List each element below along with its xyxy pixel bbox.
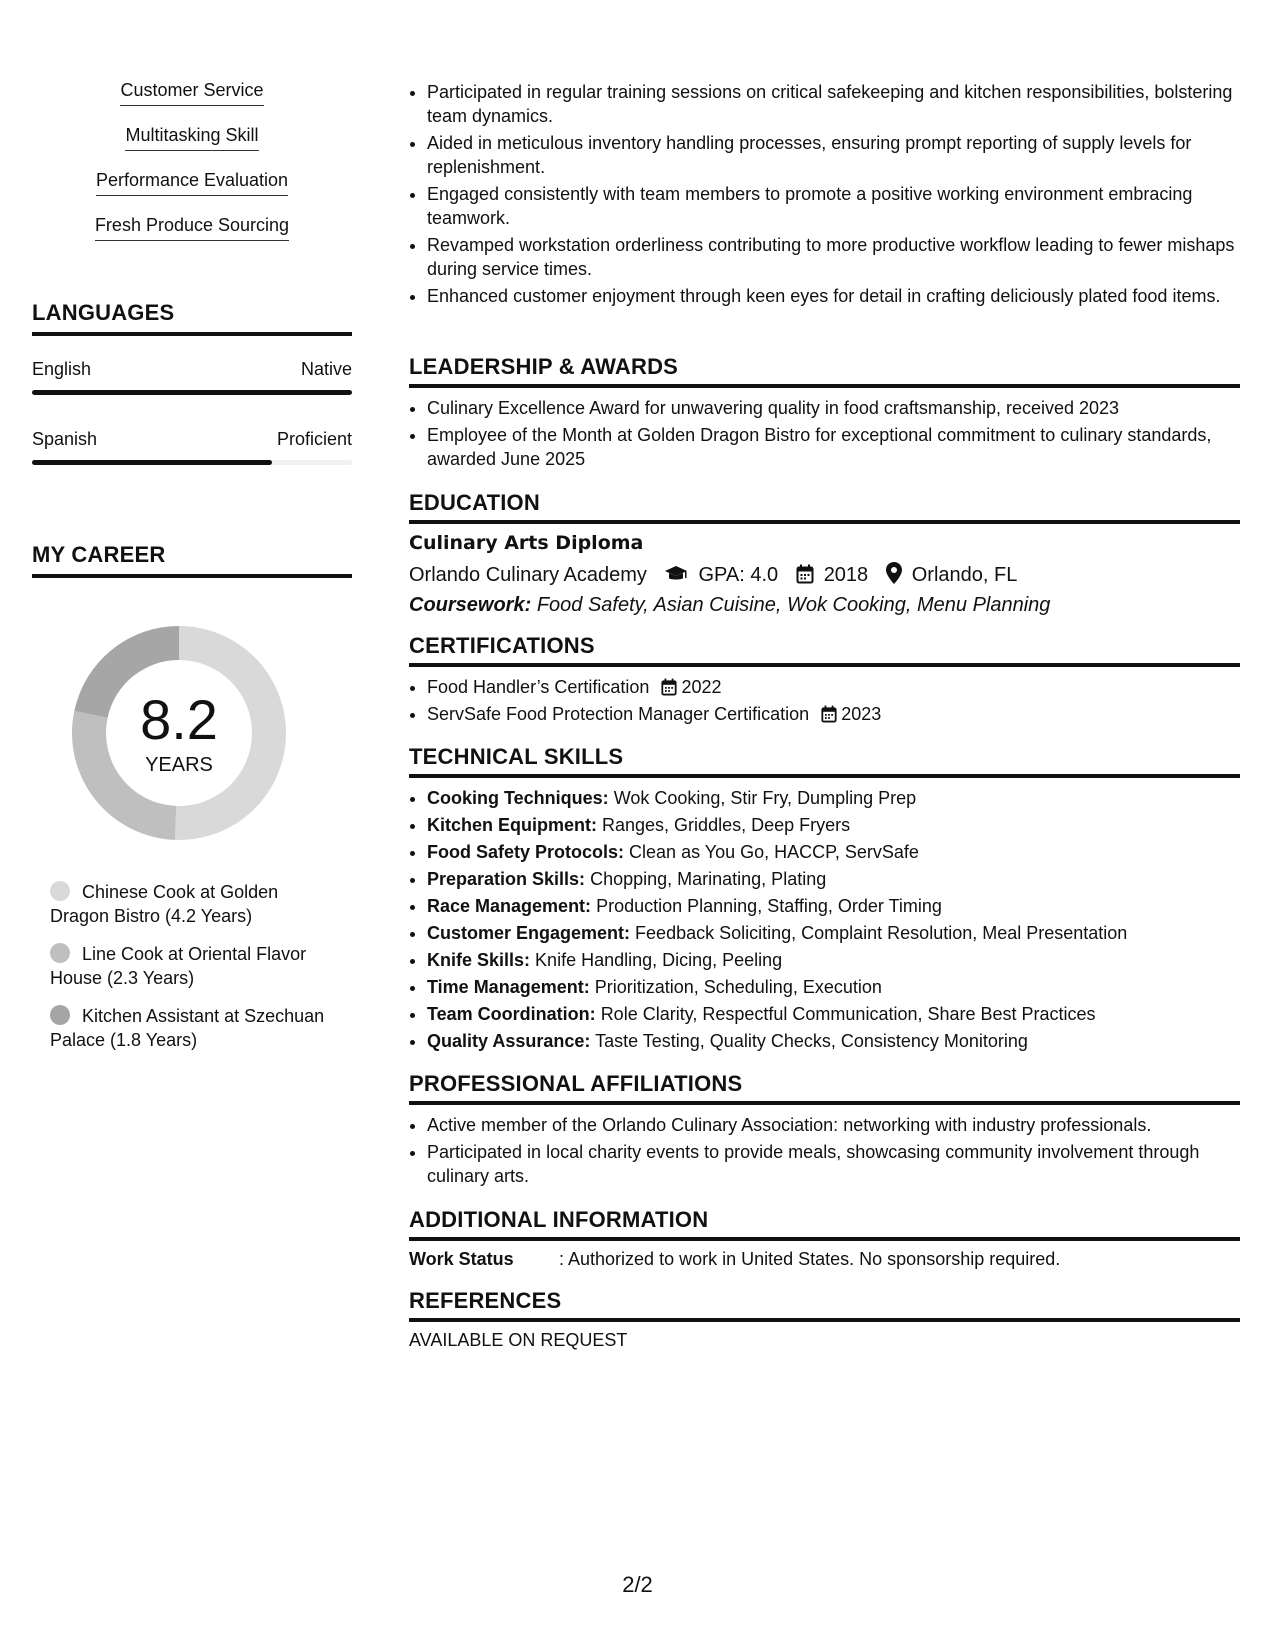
career-legend-label: Chinese Cook at Golden Dragon Bistro (4.2 Years) [50,882,279,926]
graduation-cap-icon [664,564,688,584]
edu-degree: Culinary Arts Diploma [409,532,644,554]
technical-skill-label: Race Management: [427,896,592,916]
technical-skills-list [409,786,1240,1053]
certification-name: Food Handler’s Certification [427,677,650,697]
technical-skill-label: Cooking Techniques: [427,788,609,808]
edu-year: 2018 [823,564,869,586]
award-item: • Culinary Excellence Award for unwavering quality in food craftsmanship, received 2023 [427,396,1240,420]
edu-location: Orlando, FL [911,564,1018,586]
references-text: AVAILABLE ON REQUEST [409,1330,628,1350]
technical-skill-value: Prioritization, Scheduling, Execution [594,977,882,997]
experience-bullet: • Engaged consistently with team members to promote a positive working environment embracing teamwork. [427,182,1240,230]
technical-skill-value: Ranges, Griddles, Deep Fryers [602,815,851,835]
page-number: 2/2 [622,1572,653,1597]
language-name: Spanish [32,429,98,449]
calendar-icon [661,678,677,696]
legend-dot [50,881,70,901]
calendar-icon [796,564,814,584]
technical-skill-label: Kitchen Equipment: [427,815,597,835]
languages-title: LANGUAGES [32,300,352,336]
education-section [409,490,1240,617]
technical-skill-value: Knife Handling, Dicing, Peeling [535,950,783,970]
skills-list [32,78,352,258]
technical-skill-item [427,921,1240,945]
certification-year: 2023 [841,704,882,724]
calendar-icon [821,705,837,723]
skill-item [32,168,352,213]
edu-gpa: GPA: 4.0 [698,564,779,586]
technical-skill-label: Preparation Skills: [427,869,586,889]
career-legend-item [50,880,340,928]
edu-coursework [409,594,1240,617]
technical-skill-value: Clean as You Go, HACCP, ServSafe [629,842,919,862]
language-bar-fill [32,460,272,465]
technical-skill-value: Wok Cooking, Stir Fry, Dumpling Prep [613,788,917,808]
technical-skill-label: Customer Engagement: [427,923,631,943]
references-section [409,1288,1240,1351]
technical-skill-item [427,1029,1240,1053]
technical-skill-item [427,975,1240,999]
legend-dot [50,943,70,963]
technical-skill-label: Knife Skills: [427,950,531,970]
skill-label: Performance Evaluation [96,168,288,196]
technical-skill-value: Chopping, Marinating, Plating [590,869,827,889]
skill-label: Customer Service [120,78,263,106]
award-item: • Employee of the Month at Golden Dragon Bistro for exceptional commitment to culinary standards, awarded June 2025 [427,423,1240,471]
experience-bullet: • Revamped workstation orderliness contributing to more productive workflow leading to fewer mishaps during service times. [427,233,1240,281]
education-title: EDUCATION [409,490,1240,524]
technical-skill-item [427,948,1240,972]
additional-info-title: ADDITIONAL INFORMATION [409,1207,1240,1241]
experience-bullet: • Enhanced customer enjoyment through keen eyes for detail in crafting deliciously plated food items. [427,284,1240,308]
skill-item [32,123,352,168]
technical-skill-item [427,813,1240,837]
career-legend-label: Kitchen Assistant at Szechuan Palace (1.8 Years) [50,1006,325,1050]
work-status-value: : Authorized to work in United States. No sponsorship required. [559,1249,1061,1269]
certifications-title: CERTIFICATIONS [409,633,1240,667]
technical-skills-section [409,744,1240,1056]
technical-skill-value: Feedback Soliciting, Complaint Resolution, Meal Presentation [635,923,1128,943]
career-legend-label: Line Cook at Oriental Flavor House (2.3 Years) [50,944,307,988]
technical-skill-item [427,894,1240,918]
language-bar-fill [32,390,352,395]
language-name: English [32,359,92,379]
technical-skill-item [427,786,1240,810]
career-total: 8.2 [140,688,218,751]
language-bar-english [32,390,352,395]
career-unit: YEARS [145,754,213,776]
edu-school: Orlando Culinary Academy [409,564,647,586]
coursework-value: Food Safety, Asian Cuisine, Wok Cooking, Menu Planning [536,594,1051,616]
technical-skill-label: Team Coordination: [427,1004,596,1024]
leadership-title: LEADERSHIP & AWARDS [409,354,1240,388]
technical-skills-title: TECHNICAL SKILLS [409,744,1240,778]
technical-skill-label: Time Management: [427,977,590,997]
affiliation-item: • Participated in local charity events to provide meals, showcasing community involvement through culinary arts. [427,1140,1240,1188]
experience-bullets [409,80,1240,311]
work-status-label: Work Status [409,1249,514,1269]
language-level: Native [300,359,352,379]
technical-skill-value: Production Planning, Staffing, Order Timing [596,896,942,916]
career-legend-item [50,1004,340,1052]
technical-skill-value: Taste Testing, Quality Checks, Consistency Monitoring [595,1031,1028,1051]
skill-label: Multitasking Skill [125,123,258,151]
technical-skill-item [427,1002,1240,1026]
technical-skill-value: Role Clarity, Respectful Communication, Share Best Practices [600,1004,1096,1024]
language-bar-spanish [32,460,352,465]
skill-item [32,213,352,258]
career-title: MY CAREER [32,542,352,578]
references-title: REFERENCES [409,1288,1240,1322]
technical-skill-label: Food Safety Protocols: [427,842,625,862]
experience-bullet: • Participated in regular training sessions on critical safekeeping and kitchen responsibilities, bolstering team dynamics. [427,80,1240,128]
language-level: Proficient [276,429,352,449]
technical-skill-item [427,867,1240,891]
affiliation-item: • Active member of the Orlando Culinary Association: networking with industry professionals. [427,1113,1240,1137]
affiliations-section [409,1071,1240,1191]
leadership-section [409,354,1240,474]
technical-skill-label: Quality Assurance: [427,1031,591,1051]
location-pin-icon [886,562,902,584]
certification-item [427,702,1240,726]
career-legend-item [50,942,340,990]
career-donut-chart [64,618,294,848]
affiliations-title: PROFESSIONAL AFFILIATIONS [409,1071,1240,1105]
experience-bullet: • Aided in meticulous inventory handling processes, ensuring prompt reporting of supply levels for replenishment. [427,131,1240,179]
certification-year: 2022 [681,677,722,697]
certification-name: ServSafe Food Protection Manager Certification [427,704,810,724]
certifications-section [409,633,1240,729]
certification-item [427,675,1240,699]
edu-details [409,562,1240,588]
work-status-row [409,1249,1240,1270]
technical-skill-item [427,840,1240,864]
legend-dot [50,1005,70,1025]
skill-item [32,78,352,123]
coursework-label: Coursework: [409,594,532,616]
skill-label: Fresh Produce Sourcing [95,213,289,241]
career-legend [50,880,340,1066]
additional-info-section [409,1207,1240,1270]
